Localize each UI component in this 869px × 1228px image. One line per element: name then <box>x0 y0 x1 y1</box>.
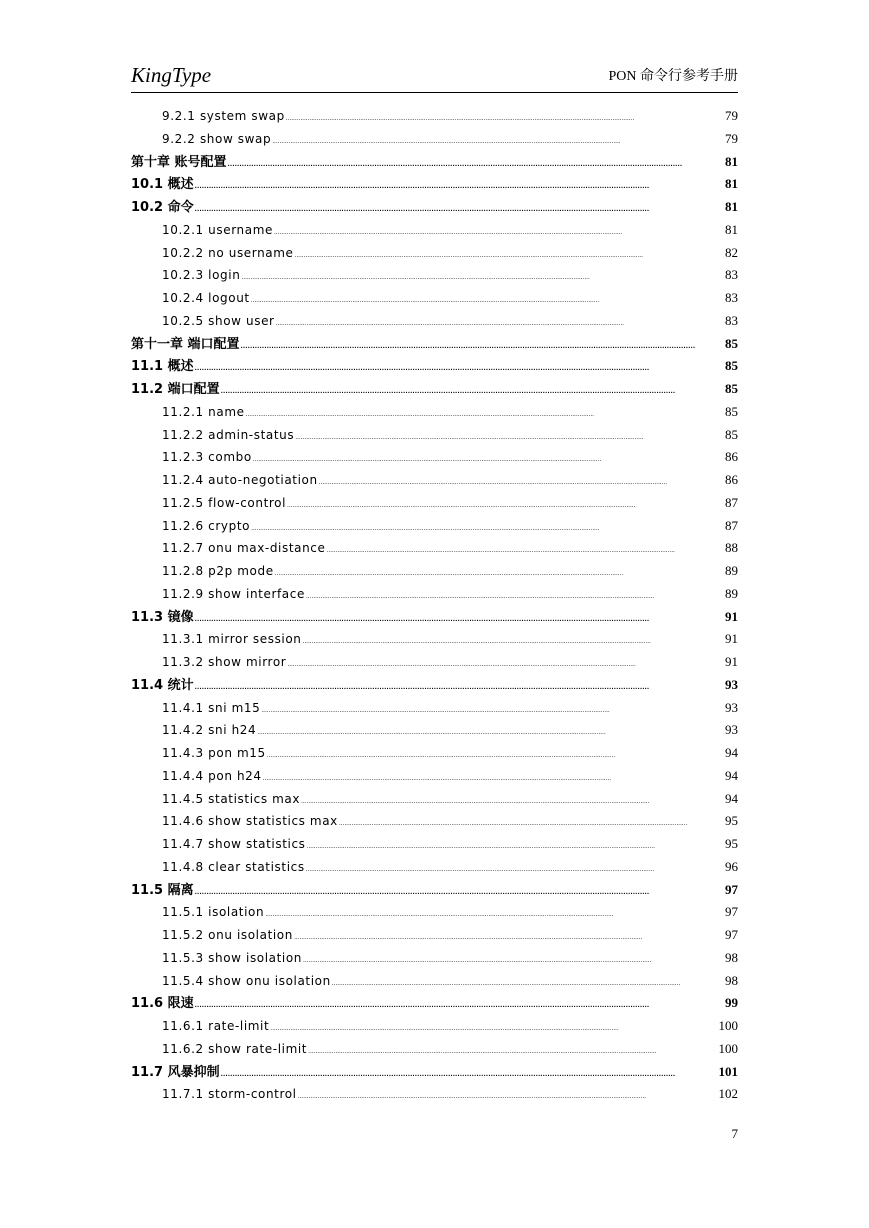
toc-subsection-entry[interactable] <box>131 242 738 265</box>
toc-subsection-entry[interactable] <box>131 810 738 833</box>
toc-entry-page: 93 <box>725 676 738 692</box>
toc-entry-label: 10.2.4 logout <box>162 291 250 305</box>
toc-entry-page: 101 <box>718 1063 738 1079</box>
brand-logo-text: KingType <box>131 63 212 87</box>
toc-entry-label: 11.2.1 name <box>162 404 245 419</box>
toc-entry-page: 93 <box>725 722 738 738</box>
toc-subsection-entry[interactable] <box>131 492 738 515</box>
toc-entry-page: 91 <box>725 654 738 669</box>
toc-section-entry[interactable] <box>131 606 738 629</box>
toc-subsection-entry[interactable] <box>131 719 738 742</box>
toc-entry-label: 11.3 镜像 <box>131 609 194 625</box>
toc-entry-page: 86 <box>725 449 738 465</box>
toc-dot-leader <box>306 856 724 882</box>
toc-entry-label: 第十章 账号配置 <box>131 154 227 170</box>
toc-subsection-entry[interactable] <box>131 424 738 447</box>
toc-entry-label: 10.1 概述 <box>131 177 194 193</box>
toc-entry-page: 91 <box>725 608 738 624</box>
toc-subsection-entry[interactable] <box>131 128 738 151</box>
toc-entry-label: 11.7.1 storm-control <box>162 1087 297 1102</box>
toc-entry-page: 100 <box>718 1040 738 1056</box>
toc-entry-page: 89 <box>725 563 738 578</box>
toc-entry-page: 87 <box>725 517 738 533</box>
toc-entry-label: 11.4.1 sni m15 <box>162 700 261 715</box>
toc-section-entry[interactable] <box>131 879 738 902</box>
toc-entry-page: 89 <box>725 585 738 601</box>
toc-entry-page: 83 <box>725 267 738 283</box>
toc-entry-page: 95 <box>725 813 738 829</box>
toc-entry-page: 96 <box>725 858 738 874</box>
toc-entry-page: 79 <box>725 108 738 123</box>
toc-entry-page: 85 <box>725 358 738 374</box>
toc-entry-page: 98 <box>725 949 738 965</box>
toc-subsection-entry[interactable] <box>131 788 738 811</box>
toc-entry-label: 11.5.2 onu isolation <box>162 928 293 942</box>
toc-entry-page: 97 <box>725 927 738 942</box>
toc-section-entry[interactable] <box>131 196 738 219</box>
toc-entry-page: 94 <box>725 767 738 783</box>
toc-entry-label: 11.6 限速 <box>131 996 194 1012</box>
toc-entry-page: 86 <box>725 472 738 487</box>
toc-subsection-entry[interactable] <box>131 469 738 492</box>
toc-subsection-entry[interactable] <box>131 697 738 720</box>
toc-entry-page: 81 <box>725 153 738 169</box>
toc-entry-label: 11.4.7 show statistics <box>162 837 306 851</box>
toc-subsection-entry[interactable] <box>131 446 738 469</box>
page-number: 7 <box>731 1126 738 1141</box>
toc-entry-label: 9.2.1 system swap <box>162 109 285 123</box>
toc-subsection-entry[interactable] <box>131 105 738 128</box>
toc-entry-label: 11.4.6 show statistics max <box>162 814 338 829</box>
toc-entry-label: 10.2.3 login <box>162 268 241 283</box>
document-title: PON 命令行参考手册 <box>608 69 738 84</box>
toc-section-entry[interactable] <box>131 674 738 697</box>
toc-entry-label: 11.2.3 combo <box>162 450 252 465</box>
toc-entry-label: 11.4.8 clear statistics <box>162 859 305 874</box>
toc-section-entry[interactable] <box>131 1061 738 1084</box>
toc-dot-leader <box>276 310 724 336</box>
page-header <box>131 62 738 93</box>
toc-entry-page: 93 <box>725 699 738 715</box>
toc-entry-page: 85 <box>725 335 738 351</box>
toc-entry-label: 10.2.2 no username <box>162 245 294 260</box>
toc-dot-leader <box>272 128 724 154</box>
toc-entry-label: 11.2.9 show interface <box>162 586 305 601</box>
toc-entry-page: 82 <box>725 244 738 260</box>
toc-dot-leader <box>287 651 724 677</box>
toc-subsection-entry[interactable] <box>131 401 738 424</box>
toc-entry-page: 81 <box>725 176 738 192</box>
toc-entry-label: 10.2 命令 <box>131 200 194 215</box>
toc-entry-label: 11.3.2 show mirror <box>162 655 287 669</box>
toc-dot-leader <box>195 174 724 199</box>
toc-entry-page: 95 <box>725 836 738 851</box>
toc-dot-leader <box>306 583 724 609</box>
toc-subsection-entry[interactable] <box>131 924 738 947</box>
toc-subsection-entry[interactable] <box>131 833 738 856</box>
toc-subsection-entry[interactable] <box>131 515 738 538</box>
toc-subsection-entry[interactable] <box>131 765 738 788</box>
toc-entry-page: 99 <box>725 995 738 1011</box>
toc-entry-label: 11.2.6 crypto <box>162 518 251 533</box>
toc-dot-leader <box>332 970 724 996</box>
toc-dot-leader <box>228 152 724 177</box>
toc-entry-label: 11.4.4 pon h24 <box>162 768 262 783</box>
toc-entry-page: 81 <box>725 221 738 237</box>
toc-subsection-entry[interactable] <box>131 628 738 651</box>
toc-entry-label: 11.2.8 p2p mode <box>162 564 274 578</box>
toc-entry-page: 83 <box>725 290 738 305</box>
toc-entry-page: 88 <box>725 540 738 556</box>
toc-entry-label: 11.4.5 statistics max <box>162 791 301 806</box>
toc-entry-label: 11.5.4 show onu isolation <box>162 973 331 988</box>
toc-entry-label: 11.2.2 admin-status <box>162 427 295 442</box>
toc-entry-label: 11.3.1 mirror session <box>162 632 302 647</box>
toc-entry-label: 10.2.1 username <box>162 222 273 237</box>
toc-subsection-entry[interactable] <box>131 264 738 287</box>
toc-entry-page: 98 <box>725 972 738 988</box>
toc-subsection-entry[interactable] <box>131 742 738 765</box>
toc-section-entry[interactable] <box>131 333 738 356</box>
toc-entry-page: 87 <box>725 494 738 510</box>
toc-entry-label: 11.2.4 auto-negotiation <box>162 473 318 487</box>
toc-dot-leader <box>308 1038 717 1064</box>
toc-subsection-entry[interactable] <box>131 310 738 333</box>
toc-entry-label: 11.1 概述 <box>131 359 194 375</box>
toc-entry-page: 85 <box>725 381 738 396</box>
toc-dot-leader <box>195 356 724 381</box>
toc-section-entry[interactable] <box>131 355 738 378</box>
toc-entry-label: 9.2.2 show swap <box>162 131 272 146</box>
toc-entry-label: 第十一章 端口配置 <box>131 336 240 352</box>
toc-entry-page: 97 <box>725 881 738 897</box>
toc-subsection-entry[interactable] <box>131 287 738 310</box>
toc-subsection-entry[interactable] <box>131 947 738 970</box>
toc-section-entry[interactable] <box>131 378 738 401</box>
toc-entry-label: 11.4.2 sni h24 <box>162 723 257 738</box>
toc-dot-leader <box>298 1083 718 1109</box>
toc-subsection-entry[interactable] <box>131 651 738 674</box>
toc-entry-page: 83 <box>725 312 738 328</box>
toc-subsection-entry[interactable] <box>131 1015 738 1038</box>
toc-section-entry[interactable] <box>131 992 738 1015</box>
toc-entry-page: 91 <box>725 631 738 647</box>
toc-subsection-entry[interactable] <box>131 901 738 924</box>
table-of-contents <box>131 105 738 1106</box>
toc-entry-label: 11.2.7 onu max-distance <box>162 541 326 556</box>
toc-entry-page: 85 <box>725 426 738 442</box>
toc-entry-label: 11.6.2 show rate-limit <box>162 1041 308 1056</box>
toc-entry-page: 79 <box>725 130 738 146</box>
toc-entry-page: 85 <box>725 403 738 419</box>
toc-entry-label: 11.5 隔离 <box>131 882 194 898</box>
toc-section-entry[interactable] <box>131 151 738 174</box>
toc-entry-page: 100 <box>718 1018 738 1033</box>
toc-subsection-entry[interactable] <box>131 560 738 583</box>
toc-subsection-entry[interactable] <box>131 583 738 606</box>
toc-subsection-entry[interactable] <box>131 970 738 993</box>
toc-entry-page: 94 <box>725 790 738 806</box>
toc-subsection-entry[interactable] <box>131 856 738 879</box>
toc-entry-label: 11.2.5 flow-control <box>162 495 287 510</box>
toc-subsection-entry[interactable] <box>131 537 738 560</box>
toc-dot-leader <box>241 334 724 359</box>
toc-subsection-entry[interactable] <box>131 219 738 242</box>
toc-subsection-entry[interactable] <box>131 1083 738 1106</box>
toc-entry-label: 11.4.3 pon m15 <box>162 746 266 760</box>
toc-entry-page: 102 <box>718 1086 738 1102</box>
toc-entry-page: 81 <box>725 199 738 214</box>
toc-subsection-entry[interactable] <box>131 1038 738 1061</box>
toc-entry-page: 97 <box>725 904 738 920</box>
toc-section-entry[interactable] <box>131 173 738 196</box>
toc-entry-label: 11.6.1 rate-limit <box>162 1019 270 1033</box>
toc-entry-page: 94 <box>725 745 738 760</box>
toc-entry-label: 11.5.3 show isolation <box>162 950 303 965</box>
toc-entry-label: 11.2 端口配置 <box>131 382 220 397</box>
toc-entry-label: 11.5.1 isolation <box>162 905 265 920</box>
toc-entry-label: 11.4 统计 <box>131 677 194 693</box>
toc-entry-label: 11.7 风暴抑制 <box>131 1064 220 1080</box>
toc-entry-label: 10.2.5 show user <box>162 313 275 328</box>
